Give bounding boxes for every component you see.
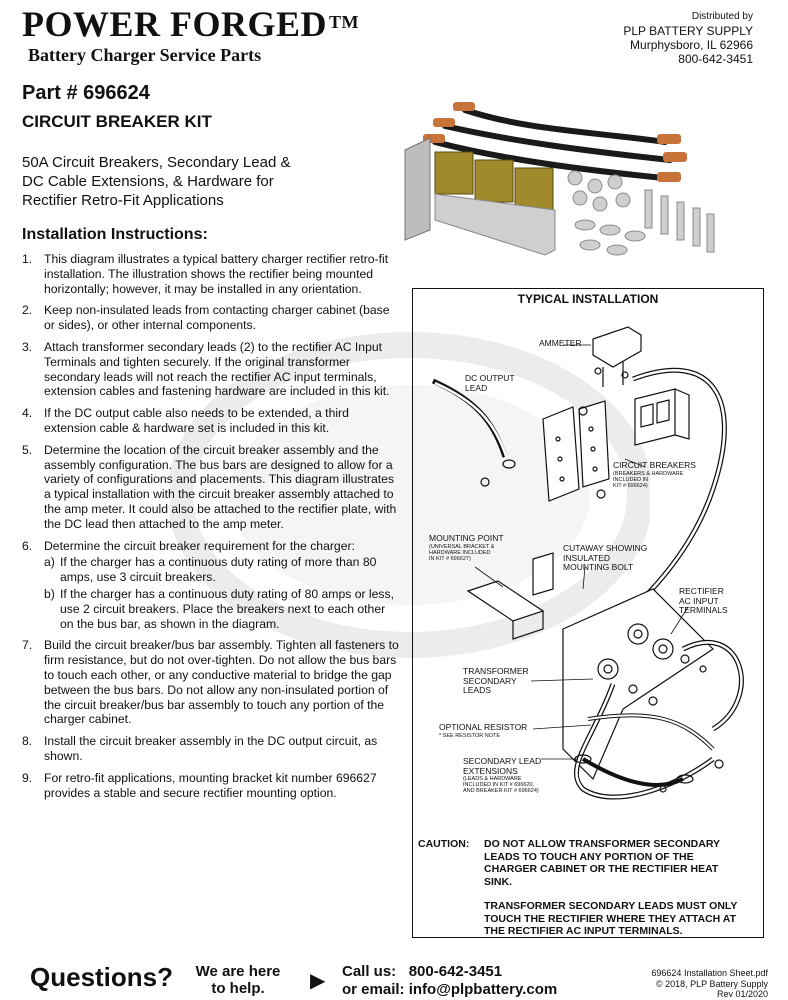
label-line: AND BREAKER KIT # 696624) bbox=[463, 788, 539, 794]
list-item bbox=[22, 406, 400, 436]
step-text: Keep non-insulated leads from contacting charger cabinet (base or sides), or other internal components. bbox=[44, 303, 390, 333]
label-line: MOUNTING POINT bbox=[429, 533, 504, 543]
step-text: If the DC output cable also needs to be extended, a third extension cable & hardware set is included in this kit. bbox=[44, 406, 349, 435]
sub-item bbox=[44, 555, 400, 585]
list-item bbox=[22, 734, 400, 764]
label-line: (BREAKERS & HARDWARE bbox=[613, 470, 684, 477]
label-line: EXTENSIONS bbox=[463, 765, 518, 776]
step-text: This diagram illustrates a typical battery charger rectifier retro-fit installation. The illustration shows the rectifier being mounted horizontally; however, it may be installed in any orientation. bbox=[44, 252, 389, 296]
instructions-list bbox=[22, 252, 400, 807]
caution-line: LEADS TO TOUCH ANY PORTION OF THE bbox=[484, 850, 694, 863]
doc-filename: 696624 Installation Sheet.pdf bbox=[651, 968, 768, 978]
step-number: 1. bbox=[22, 252, 33, 266]
step-number: 2. bbox=[22, 303, 33, 318]
caution-line: TRANSFORMER SECONDARY LEADS MUST ONLY bbox=[484, 900, 738, 912]
caution-line: TOUCH THE RECTIFIER WHERE THEY ATTACH AT bbox=[484, 912, 736, 925]
breaker-icon bbox=[405, 138, 555, 255]
phone-link[interactable]: 800-642-3451 bbox=[408, 963, 503, 980]
step-number: 6. bbox=[22, 538, 33, 553]
call-label: Call us: bbox=[342, 963, 397, 980]
caution-line: SINK. bbox=[484, 875, 513, 888]
part-number: Part # 696624 bbox=[22, 82, 150, 104]
product-photo bbox=[395, 90, 730, 270]
footer-contact bbox=[342, 963, 557, 999]
description bbox=[22, 153, 342, 210]
step-text: Build the circuit breaker/bus bar assembly. Tighten all fasteners to firm resistance, but do not over-tighten. Do not allow the bus bars to touch each other, or any conductive material to bridge the gap between the bus bars. Do not allow any non-insulated portion of the circuit breaker/bus bar assembly to touch any portion of the charger cabinet. bbox=[44, 638, 399, 727]
arrow-right-icon: ▶ bbox=[310, 970, 326, 992]
footer-help bbox=[192, 963, 284, 997]
label-line: SECONDARY LEAD bbox=[463, 756, 542, 766]
label-line: INCLUDED IN KIT # 696620, bbox=[463, 782, 535, 788]
label-line: SECONDARY bbox=[463, 675, 517, 686]
trademark: TM bbox=[329, 12, 360, 32]
email-label: or email: bbox=[342, 981, 405, 998]
sub-text: If the charger has a continuous duty rating of more than 80 amps, use 3 circuit breakers. bbox=[60, 555, 377, 585]
footer-meta bbox=[608, 968, 768, 1000]
sub-text: If the charger has a continuous duty rating of 80 amps or less, use 2 circuit breakers. Place the breakers next to each other on the bus bar, as shown in the diagram. bbox=[60, 586, 394, 631]
label-line: INCLUDED IN bbox=[613, 476, 649, 483]
instructions-heading: Installation Instructions: bbox=[22, 226, 208, 243]
label-line: * SEE RESISTOR NOTE bbox=[439, 732, 501, 739]
description-line: DC Cable Extensions, & Hardware for bbox=[22, 173, 274, 190]
caution-line: THE RECTIFIER AC INPUT TERMINALS. bbox=[484, 925, 683, 937]
caution-line: DO NOT ALLOW TRANSFORMER SECONDARY bbox=[484, 838, 721, 850]
label-line: IN KIT # 696627) bbox=[429, 555, 471, 562]
label-line: LEADS bbox=[463, 685, 491, 695]
label-line: DC OUTPUT bbox=[465, 373, 515, 383]
step-text: Install the circuit breaker assembly in the DC output circuit, as shown. bbox=[44, 734, 378, 763]
label-line: TERMINALS bbox=[679, 605, 728, 615]
caution-note bbox=[418, 838, 762, 938]
brand-subtitle: Battery Charger Service Parts bbox=[28, 45, 262, 65]
label-line: (UNIVERSAL BRACKET & bbox=[429, 543, 495, 550]
list-item bbox=[22, 771, 400, 801]
diagram-title: TYPICAL INSTALLATION bbox=[517, 292, 659, 306]
step-number: 7. bbox=[22, 638, 33, 653]
label-line: MOUNTING BOLT bbox=[563, 562, 634, 572]
email-link[interactable]: info@plpbattery.com bbox=[408, 981, 558, 998]
step-number: 3. bbox=[22, 339, 33, 354]
label-line: TRANSFORMER bbox=[463, 666, 529, 676]
label-line: OPTIONAL RESISTOR bbox=[439, 722, 528, 732]
footer-help-line: We are here bbox=[195, 963, 281, 980]
list-item bbox=[22, 443, 400, 532]
label-line: KIT # 696624) bbox=[613, 482, 648, 489]
step-number: 4. bbox=[22, 406, 33, 421]
label-optional-resistor bbox=[439, 723, 527, 739]
revision: Rev 01/2020 bbox=[716, 989, 768, 999]
label-line: CUTAWAY SHOWING bbox=[563, 543, 648, 553]
label-line: AC INPUT bbox=[679, 595, 719, 606]
distributor-name: PLP BATTERY SUPPLY bbox=[623, 24, 753, 38]
description-line: 50A Circuit Breakers, Secondary Lead & bbox=[22, 154, 291, 171]
caution-line: CHARGER CABINET OR THE RECTIFIER HEAT bbox=[484, 863, 719, 875]
step-text: Attach transformer secondary leads (2) to the rectifier AC Input Terminals and tighten securely. If the original transformer secondary leads will not reach the rectifier AC input terminals, extension cables and fastening hardware are included in this kit. bbox=[44, 339, 390, 399]
caution-label: CAUTION: bbox=[418, 838, 470, 850]
footer-help-line: to help. bbox=[211, 980, 265, 997]
step-text: Determine the circuit breaker requirement for the charger: bbox=[44, 538, 355, 553]
label-dc-output bbox=[465, 374, 515, 393]
list-item bbox=[22, 638, 400, 727]
list-item bbox=[22, 252, 400, 296]
label-line: HARDWARE INCLUDED bbox=[429, 549, 491, 556]
description-line: Rectifier Retro-Fit Applications bbox=[22, 192, 224, 209]
hardware-icon bbox=[568, 171, 714, 255]
list-item bbox=[22, 340, 400, 399]
label-line: INSULATED bbox=[563, 552, 611, 563]
step-number: 9. bbox=[22, 770, 33, 785]
distributor-intro: Distributed by bbox=[691, 11, 753, 22]
label-line: LEAD bbox=[465, 382, 488, 393]
label-line: CIRCUIT BREAKERS bbox=[613, 460, 696, 470]
label-transformer-leads bbox=[463, 667, 529, 696]
step-number: 8. bbox=[22, 734, 33, 749]
label-cutaway bbox=[563, 544, 647, 573]
list-item bbox=[22, 303, 400, 333]
distributor-block bbox=[533, 10, 753, 66]
label-line: (LEADS & HARDWARE bbox=[463, 776, 522, 782]
footer-questions: Questions? bbox=[30, 962, 174, 992]
sub-item bbox=[44, 587, 400, 631]
step-text: Determine the location of the circuit breaker assembly and the assembly configuration. The bus bars are designed to allow for a variety of configurations and placements. This diagram illustrates a typical installation with the circuit breaker assembly attached to the amp meter. It could also be attached to the rectifier plate, with the DC lead then attached to the amp meter. bbox=[44, 442, 397, 531]
brand-title: POWER FORGED ™ bbox=[22, 4, 360, 44]
label-circuit-breakers bbox=[613, 461, 696, 489]
distributor-city: Murphysboro, IL 62966 bbox=[630, 38, 753, 52]
sub-letter: a) bbox=[44, 555, 55, 570]
sub-letter: b) bbox=[44, 586, 55, 601]
label-secondary-extensions bbox=[463, 757, 541, 794]
label-mounting-point bbox=[429, 534, 504, 562]
label-line: RECTIFIER bbox=[679, 586, 724, 596]
distributor-phone: 800-642-3451 bbox=[678, 52, 753, 66]
copyright: © 2018, PLP Battery Supply bbox=[655, 978, 768, 989]
step-text: For retro-fit applications, mounting bracket kit number 696627 provides a stable and secure rectifier mounting option. bbox=[44, 770, 377, 800]
part-name: CIRCUIT BREAKER KIT bbox=[22, 112, 212, 131]
step-number: 5. bbox=[22, 442, 33, 457]
label-rectifier bbox=[679, 587, 728, 616]
list-item bbox=[22, 539, 400, 632]
label-ammeter: AMMETER bbox=[539, 338, 582, 348]
